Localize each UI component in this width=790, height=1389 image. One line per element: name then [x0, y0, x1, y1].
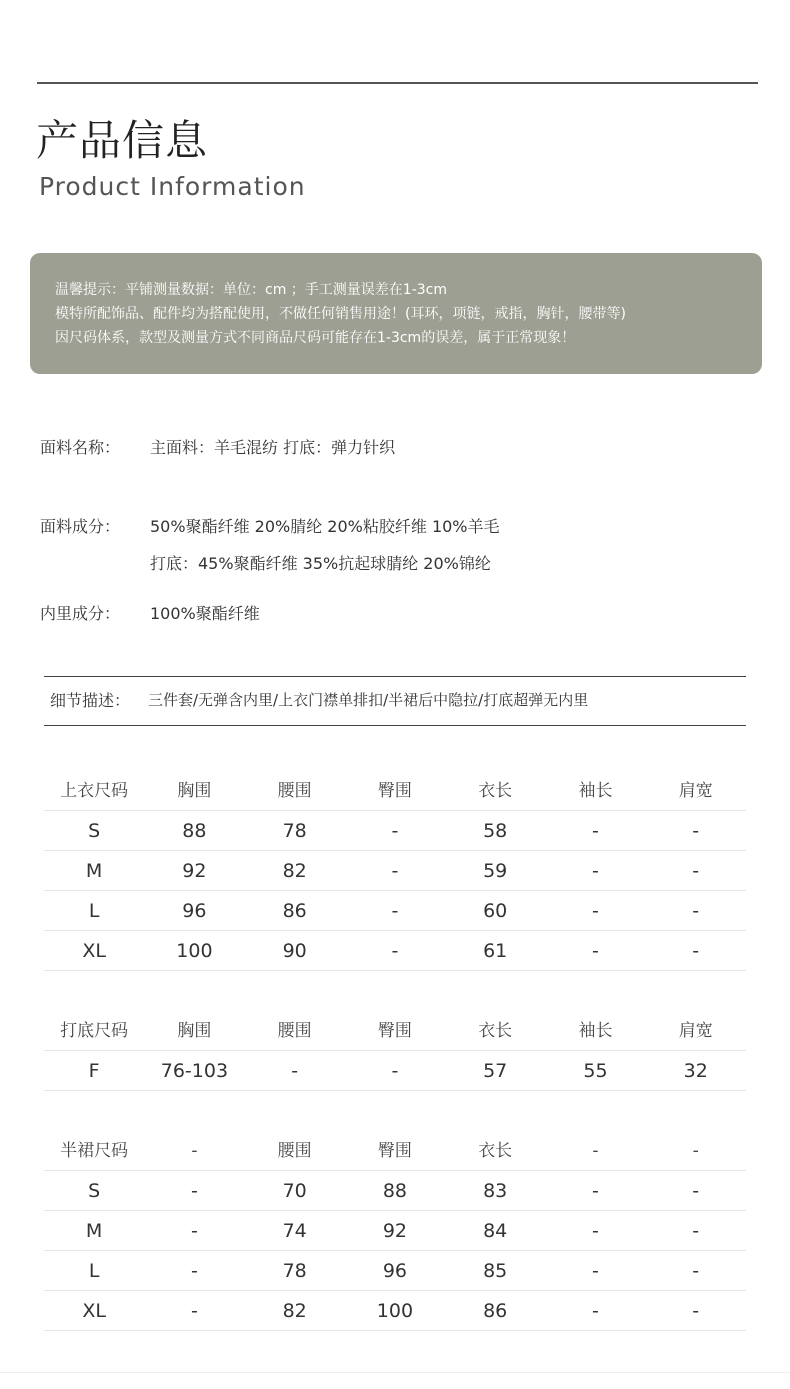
table-cell: 83: [483, 1180, 508, 1202]
table-cell: -: [592, 860, 599, 882]
table-header-cell: -: [592, 1141, 599, 1161]
table-cell: L: [88, 900, 100, 922]
table-header-cell: 臀围: [377, 781, 412, 801]
notice-line: 因尺码体系，款型及测量方式不同商品尺码可能存在1-3cm的误差，属于正常现象！: [55, 330, 576, 346]
table-cell: 96: [182, 900, 207, 922]
table-cell: 90: [282, 940, 307, 962]
table-header-cell: 肩宽: [678, 781, 713, 801]
table-cell: -: [692, 1220, 700, 1242]
table-cell: -: [391, 900, 399, 922]
table-row: [44, 1251, 746, 1291]
table-cell: 100: [376, 1300, 414, 1322]
table-header-cell: -: [692, 1141, 699, 1161]
table-header-cell: 袖长: [578, 781, 613, 801]
table-header-cell: 臀围: [377, 1141, 412, 1161]
table-cell: M: [85, 860, 103, 882]
table-cell: 57: [483, 1060, 508, 1082]
table-cell: -: [190, 1300, 198, 1322]
table-cell: -: [190, 1180, 198, 1202]
table-cell: -: [391, 940, 399, 962]
table-row: [44, 1291, 746, 1331]
table-cell: -: [692, 860, 700, 882]
table-header-cell: 腰围: [277, 781, 312, 801]
table-cell: -: [592, 1180, 599, 1202]
table-cell: 82: [282, 1300, 307, 1322]
table-cell: F: [88, 1060, 100, 1082]
table-cell: -: [391, 860, 399, 882]
table-header-cell: 衣长: [478, 1021, 513, 1041]
page-subtitle: Product Information: [39, 172, 306, 201]
table-row: [44, 891, 746, 931]
table-cell: 88: [182, 820, 207, 842]
table-cell: -: [190, 1220, 198, 1242]
table-cell: L: [88, 1260, 100, 1282]
table-cell: -: [592, 1300, 599, 1322]
table-cell: 78: [282, 820, 307, 842]
table-cell: 92: [382, 1220, 408, 1242]
table-header-cell: 衣长: [478, 1141, 513, 1161]
table-header-cell: -: [191, 1141, 198, 1161]
skirt-size-table: [44, 1131, 746, 1331]
fabric-composition-line: 50%聚酯纤维 20%腈纶 20%粘胶纤维 10%羊毛: [150, 517, 500, 536]
table-cell: 78: [282, 1260, 307, 1282]
table-row: [44, 811, 746, 851]
table-cell: -: [190, 1260, 198, 1282]
table-cell: S: [88, 1180, 101, 1202]
table-cell: 74: [282, 1220, 307, 1242]
table-row: [44, 931, 746, 971]
table-row: [44, 1051, 746, 1091]
table-cell: 92: [182, 860, 207, 882]
table-header-cell: 上衣尺码: [60, 781, 129, 801]
table-cell: 84: [483, 1220, 508, 1242]
fabric-composition-label: 面料成分：: [40, 517, 121, 536]
fabric-name-value: 主面料：羊毛混纺 打底：弹力针织: [150, 438, 396, 457]
table-cell: 60: [483, 900, 508, 922]
table-cell: -: [592, 1260, 599, 1282]
table-cell: -: [692, 900, 700, 922]
table-cell: -: [592, 940, 599, 962]
top-size-table: [44, 771, 746, 971]
lining-value: 100%聚酯纤维: [150, 604, 260, 623]
details-value: 三件套/无弹含内里/上衣门襟单排扣/半裙后中隐拉/打底超弹无内里: [148, 691, 589, 709]
details-divider-bottom: [44, 725, 746, 726]
top-divider: [37, 82, 758, 84]
table-cell: -: [692, 820, 700, 842]
table-cell: -: [291, 1060, 299, 1082]
table-cell: 82: [282, 860, 307, 882]
table-header-cell: 肩宽: [678, 1021, 713, 1041]
table-cell: 85: [483, 1260, 508, 1282]
notice-line: 温馨提示：平铺测量数据：单位：cm ；手工测量误差在1-3cm: [55, 282, 447, 298]
table-cell: -: [692, 1300, 700, 1322]
table-cell: 59: [483, 860, 508, 882]
details-divider-top: [44, 676, 746, 677]
table-header-cell: 胸围: [177, 781, 212, 801]
table-row: [44, 1171, 746, 1211]
table-cell: 86: [282, 900, 307, 922]
table-cell: 88: [382, 1180, 408, 1202]
table-header-cell: 衣长: [478, 781, 513, 801]
table-cell: M: [85, 1220, 103, 1242]
table-cell: -: [391, 1060, 399, 1082]
base-layer-size-table: [44, 1011, 746, 1091]
table-cell: 58: [483, 820, 508, 842]
table-cell: 76-103: [160, 1060, 229, 1082]
table-cell: -: [692, 1180, 700, 1202]
table-header-row: [44, 1011, 746, 1051]
table-header-cell: 腰围: [277, 1141, 312, 1161]
table-header-cell: 袖长: [578, 1021, 613, 1041]
table-cell: 86: [483, 1300, 508, 1322]
fabric-composition-line: 打底：45%聚酯纤维 35%抗起球腈纶 20%锦纶: [150, 554, 491, 573]
table-row: [44, 851, 746, 891]
table-header-cell: 半裙尺码: [60, 1141, 129, 1161]
table-header-row: [44, 771, 746, 811]
lining-label: 内里成分：: [40, 604, 121, 623]
notice-line: 模特所配饰品、配件均为搭配使用，不做任何销售用途！(耳环，项链，戒指，胸针，腰带等): [55, 306, 626, 322]
table-cell: -: [692, 1260, 700, 1282]
table-header-cell: 臀围: [377, 1021, 412, 1041]
table-cell: -: [592, 820, 599, 842]
size-notice-box: [30, 253, 762, 374]
page-title: 产品信息: [36, 116, 209, 165]
table-cell: -: [592, 900, 599, 922]
table-cell: S: [88, 820, 101, 842]
table-cell: 55: [583, 1060, 608, 1082]
table-header-row: [44, 1131, 746, 1171]
table-cell: 70: [282, 1180, 307, 1202]
table-header-cell: 胸围: [177, 1021, 212, 1041]
table-cell: 100: [176, 940, 213, 962]
table-cell: XL: [82, 1300, 106, 1322]
table-cell: -: [592, 1220, 599, 1242]
table-header-cell: 打底尺码: [60, 1021, 129, 1041]
details-label: 细节描述：: [50, 691, 131, 710]
table-row: [44, 1211, 746, 1251]
table-cell: 61: [483, 940, 508, 962]
table-cell: -: [391, 820, 399, 842]
table-cell: XL: [82, 940, 106, 962]
table-cell: 96: [382, 1260, 408, 1282]
bottom-divider: [0, 1372, 790, 1373]
table-header-cell: 腰围: [277, 1021, 312, 1041]
fabric-name-label: 面料名称：: [40, 438, 121, 457]
table-cell: -: [692, 940, 700, 962]
table-cell: 32: [683, 1060, 708, 1082]
